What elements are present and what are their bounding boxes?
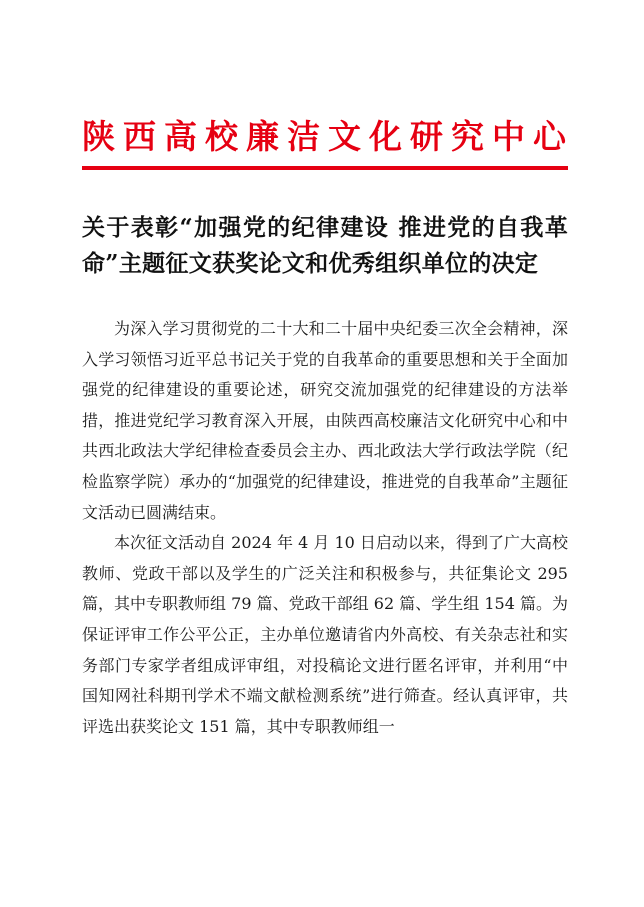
- document-body: [82, 314, 568, 742]
- header-red-rule: [82, 166, 568, 170]
- document-title: 关于表彰“加强党的纪律建设 推进党的自我革命”主题征文获奖论文和优秀组织单位的决定: [82, 214, 568, 277]
- body-paragraph: 本次征文活动自 2024 年 4 月 10 日启动以来，得到了广大高校教师、党政干部以及学生的广泛关注和积极参与，共征集论文 295 篇，其中专职教师组 79 篇、党政干部组 62 篇、学生组 154 篇。为保证评审工作公平公正，主办单位邀请省内外高校、有关杂志社和实务部门专家学者组成评审组，对投稿论文进行匿名评审，并利用“中国知网社科期刊学术不端文献检测系统”进行筛查。经认真评审，共评选出获奖论文 151 篇，其中专职教师组一: [82, 533, 568, 736]
- organization-header: 陕西高校廉洁文化研究中心: [82, 117, 568, 156]
- body-paragraph: 为深入学习贯彻党的二十大和二十届中央纪委三次全会精神，深入学习领悟习近平总书记关于党的自我革命的重要思想和关于全面加强党的纪律建设的重要论述，研究交流加强党的纪律建设的方法举措，推进党纪学习教育深入开展，由陕西高校廉洁文化研究中心和中共西北政法大学纪律检查委员会主办、西北政法大学行政法学院（纪检监察学院）承办的“加强党的纪律建设，推进党的自我革命”主题征文活动已圆满结束。: [82, 319, 568, 522]
